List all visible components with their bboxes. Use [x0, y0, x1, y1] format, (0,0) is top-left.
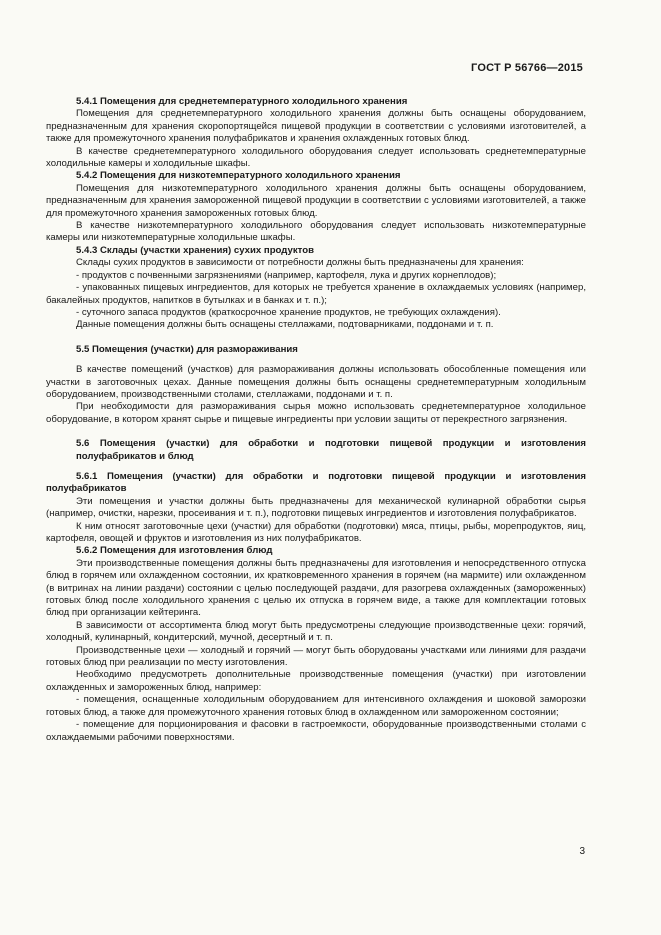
list-item: - продуктов с почвенными загрязнениями (например, картофеля, лука и других корнеплодов);: [76, 269, 497, 281]
paragraph: Эти помещения и участки должны быть предназначены для механической кулинарной обработки сырья (например, очистки, нарезки, просеивания и т. п.), подготовки пищевых ингредиентов и изготовления полуфабрикатов.: [46, 495, 586, 520]
paragraph: Эти производственные помещения должны быть предназначены для изготовления и непосредственного отпуска блюд в горячем или охлажденном состоянии, их кратковременного хранения в горячем (на мармите) или охлажденном (в витринах на линии раздачи) состоянии с целью последующей раздачи, для разогрева охлажденных (замороженных) готовых блюд после холодильного хранения с целью их отпуска в горячем виде, а также для комплектации готовых блюд при организации кейтеринга.: [46, 557, 586, 619]
paragraph: К ним относят заготовочные цехи (участки) для обработки (подготовки) мяса, птицы, рыбы, морепродуктов, яиц, картофеля, овощей и фруктов и изготовления из них полуфабрикатов.: [46, 520, 586, 544]
section-5-4-2-heading: 5.4.2 Помещения для низкотемпературного холодильного хранения: [76, 170, 401, 182]
document-body: [46, 96, 586, 744]
paragraph: Данные помещения должны быть оснащены стеллажами, подтоварниками, поддонами и т. п.: [76, 319, 494, 331]
page-number: 3: [579, 846, 585, 857]
paragraph: При необходимости для размораживания сырья можно использовать среднетемпературное холодильное оборудование, в котором хранят сырье и пищевые ингредиенты при условии защиты от перекрестного загрязнения.: [46, 401, 586, 425]
section-5-4-1-heading: 5.4.1 Помещения для среднетемпературного холодильного хранения: [76, 96, 408, 107]
section-5-4-3-heading: 5.4.3 Склады (участки хранения) сухих продуктов: [76, 244, 314, 256]
paragraph: В качестве низкотемпературного холодильного оборудования следует использовать низкотемпературные камеры или низкотемпературные холодильные шкафы.: [46, 220, 586, 244]
section-5-6-1-heading: 5.6.1 Помещения (участки) для обработки и подготовки пищевой продукции и изготовления полуфабрикатов: [46, 470, 586, 495]
paragraph: В качестве помещений (участков) для размораживания должны использовать обособленные помещения или участки в заготовочных цехах. Данные помещения должны быть оснащены среднетемпературным холодильным оборудованием, производственными столами, стеллажами, поддонами и т. п.: [46, 364, 586, 400]
list-item: - помещение для порционирования и фасовки в гастроемкости, оборудованные производственными столами с охлаждаемыми рабочими поверхностями.: [46, 719, 586, 743]
paragraph: Производственные цехи — холодный и горячий — могут быть оборудованы участками или линиями для раздачи готовых блюд при реализации по месту изготовления.: [46, 644, 586, 669]
paragraph: Склады сухих продуктов в зависимости от потребности должны быть предназначены для хранения:: [76, 257, 524, 269]
list-item: - суточного запаса продуктов (краткосрочное хранение продуктов, не требующих охлаждения).: [76, 306, 501, 318]
paragraph: В качестве среднетемпературного холодильного оборудования следует использовать среднетемпературные холодильные камеры и холодильные шкафы.: [46, 145, 586, 170]
paragraph: Помещения для низкотемпературного холодильного хранения должны быть оснащены оборудованием, предназначенным для хранения замороженной пищевой продукции в соответствии с условиями изготовителей, а также для промежуточного хранения замороженных готовых блюд.: [46, 182, 586, 219]
list-item: - упакованных пищевых ингредиентов, для которых не требуется хранение в охлаждаемых условиях (например, бакалейных продуктов, напитков в бутылках и в банках и т. п.);: [46, 282, 586, 306]
document-standard-id: ГОСТ Р 56766—2015: [471, 62, 583, 74]
paragraph: В зависимости от ассортимента блюд могут быть предусмотрены следующие производственные цехи: горячий, холодный, кулинарный, кондитерский, мучной, десертный и т. п.: [46, 619, 586, 644]
list-item: - помещения, оснащенные холодильным оборудованием для интенсивного охлаждения и шоковой заморозки готовых блюд, а также для промежуточного хранения готовых блюд в охлажденном или замороженном состоянии;: [46, 694, 586, 718]
section-5-6-2-heading: 5.6.2 Помещения для изготовления блюд: [76, 545, 273, 557]
section-5-5-heading: 5.5 Помещения (участки) для размораживания: [76, 343, 298, 355]
paragraph: Необходимо предусмотреть дополнительные производственные помещения (участки) при изготовлении охлажденных и замороженных блюд, например:: [46, 669, 586, 693]
paragraph: Помещения для среднетемпературного холодильного хранения должны быть оснащены оборудованием, предназначенным для хранения скоропортящейся пищевой продукции в соответствии с условиями изготовителей, а также для промежуточного хранения полуфабрикатов и хранения охлажденных готовых блюд.: [46, 108, 586, 145]
section-5-6-heading: 5.6 Помещения (участки) для обработки и подготовки пищевой продукции и изготовления полуфабрикатов и блюд: [76, 438, 586, 462]
